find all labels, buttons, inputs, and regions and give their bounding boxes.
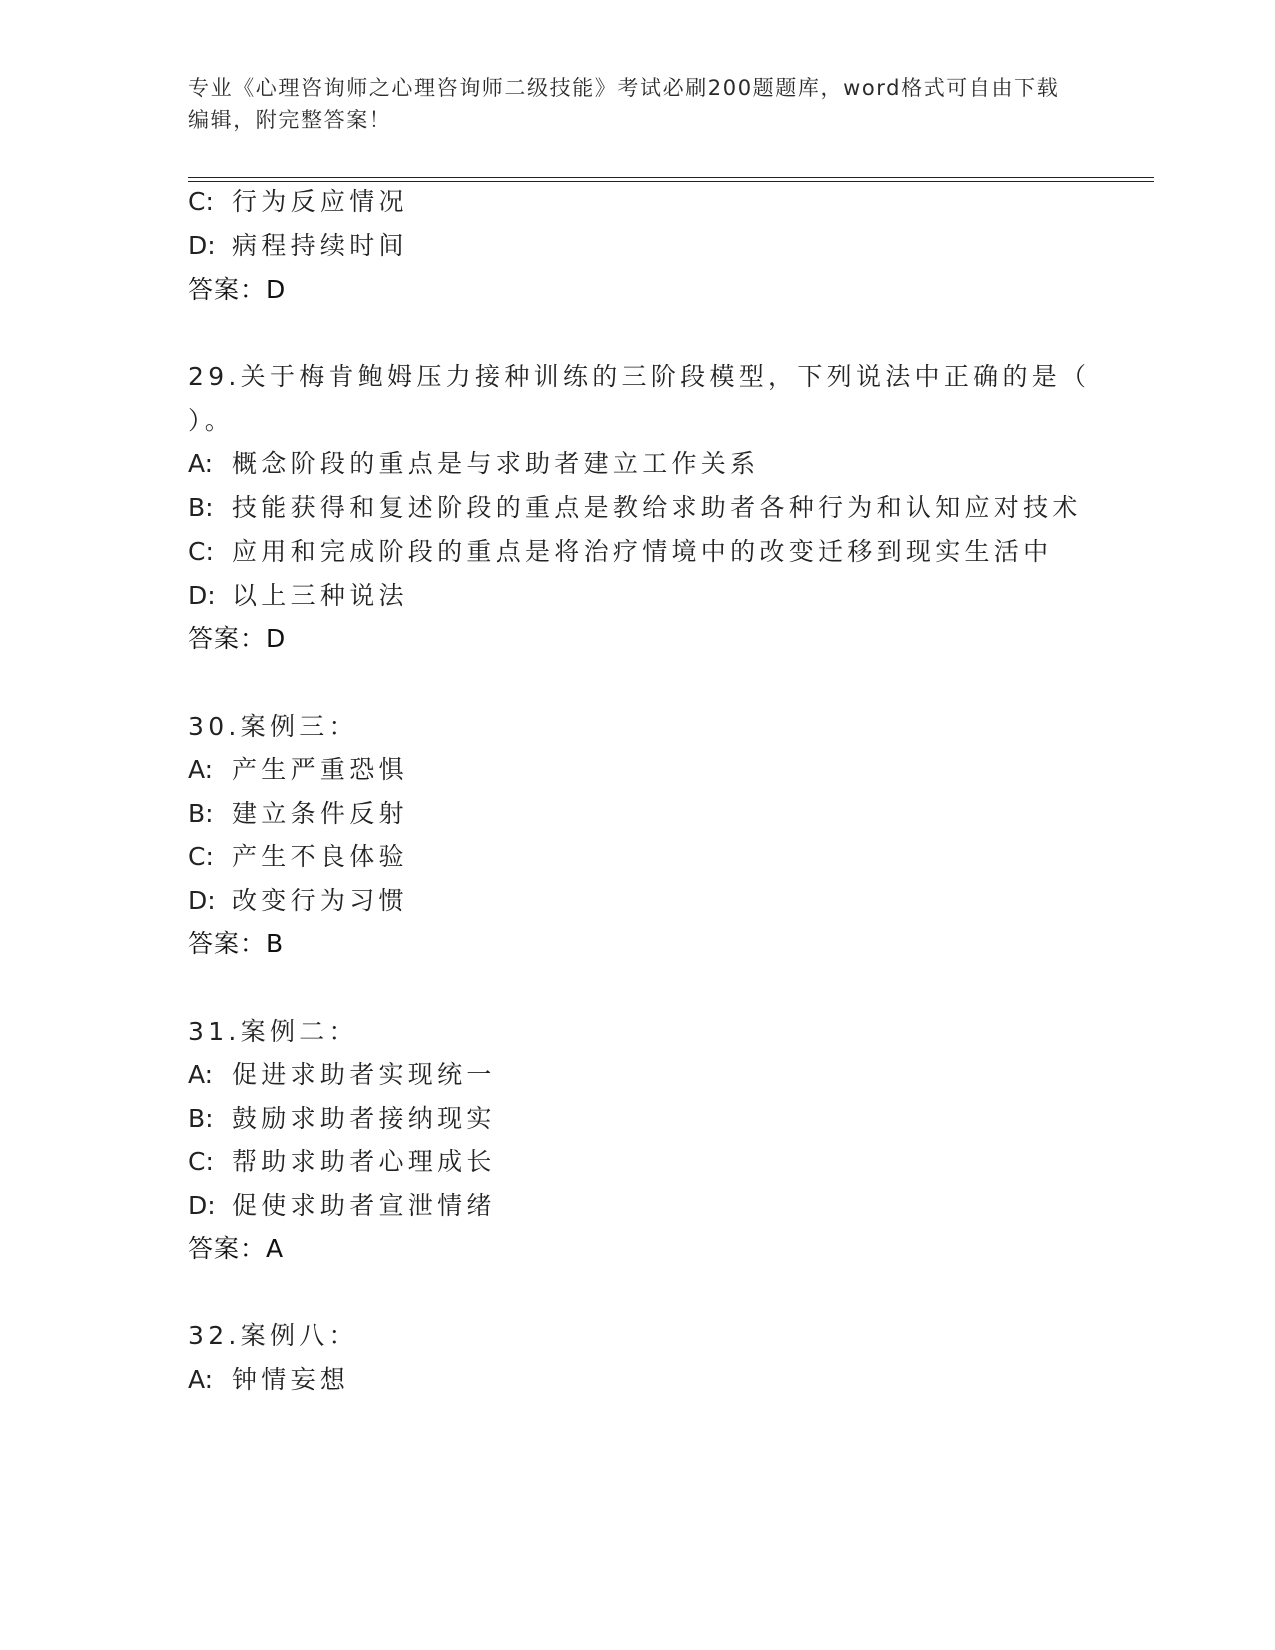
option-text: 促使求助者宣泄情绪	[232, 1191, 496, 1220]
answer: 答案：A	[188, 1234, 285, 1263]
option-c	[188, 1145, 496, 1179]
option-label: C:	[188, 842, 214, 871]
option-label: D:	[188, 886, 216, 915]
header-divider	[188, 177, 1154, 182]
option-text: 应用和完成阶段的重点是将治疗情境中的改变迁移到现实生活中	[232, 537, 1053, 566]
option-d	[188, 579, 408, 613]
option-label: C:	[188, 1147, 214, 1176]
option-text: 促进求助者实现统一	[232, 1060, 496, 1089]
answer: 答案：D	[188, 624, 287, 653]
option-text: 建立条件反射	[232, 799, 408, 828]
answer: 答案：B	[188, 929, 285, 958]
option-text: 钟情妄想	[232, 1365, 350, 1394]
option-text: 行为反应情况	[232, 187, 408, 216]
option-label: C:	[188, 187, 214, 216]
option-text: 产生严重恐惧	[232, 755, 408, 784]
option-label: B:	[188, 493, 214, 522]
question-stem: 29.关于梅肯鲍姆压力接种训练的三阶段模型，下列说法中正确的是（	[188, 362, 1091, 391]
option-d	[188, 229, 408, 263]
option-a	[188, 447, 759, 481]
option-d	[188, 884, 408, 918]
answer: 答案：D	[188, 275, 287, 304]
option-label: D:	[188, 1191, 216, 1220]
option-d	[188, 1189, 496, 1223]
option-text: 产生不良体验	[232, 842, 408, 871]
option-a	[188, 753, 408, 787]
option-b	[188, 797, 408, 831]
option-label: A:	[188, 449, 214, 478]
question-stem: 30.案例三：	[188, 712, 358, 741]
option-label: A:	[188, 1060, 214, 1089]
question-stem: 31.案例二：	[188, 1017, 358, 1046]
option-a	[188, 1363, 349, 1397]
option-c	[188, 185, 408, 219]
option-text: 病程持续时间	[232, 231, 408, 260]
option-label: A:	[188, 1365, 214, 1394]
document-header: 专业《心理咨询师之心理咨询师二级技能》考试必刷200题题库，word格式可自由下载编辑，附完整答案！	[188, 76, 1060, 132]
option-text: 技能获得和复述阶段的重点是教给求助者各种行为和认知应对技术	[232, 493, 1082, 522]
option-label: D:	[188, 581, 216, 610]
option-label: C:	[188, 537, 214, 566]
option-b	[188, 491, 1082, 525]
option-c	[188, 535, 1052, 569]
option-label: B:	[188, 799, 214, 828]
option-text: 改变行为习惯	[232, 886, 408, 915]
option-text: 鼓励求助者接纳现实	[232, 1104, 496, 1133]
option-text: 以上三种说法	[232, 581, 408, 610]
option-c	[188, 840, 408, 874]
question-stem-continued: ）。	[188, 406, 235, 435]
option-label: B:	[188, 1104, 214, 1133]
option-b	[188, 1102, 496, 1136]
option-text: 帮助求助者心理成长	[232, 1147, 496, 1176]
option-text: 概念阶段的重点是与求助者建立工作关系	[232, 449, 760, 478]
question-stem: 32.案例八：	[188, 1321, 358, 1350]
option-label: A:	[188, 755, 214, 784]
option-a	[188, 1058, 496, 1092]
option-label: D:	[188, 231, 216, 260]
